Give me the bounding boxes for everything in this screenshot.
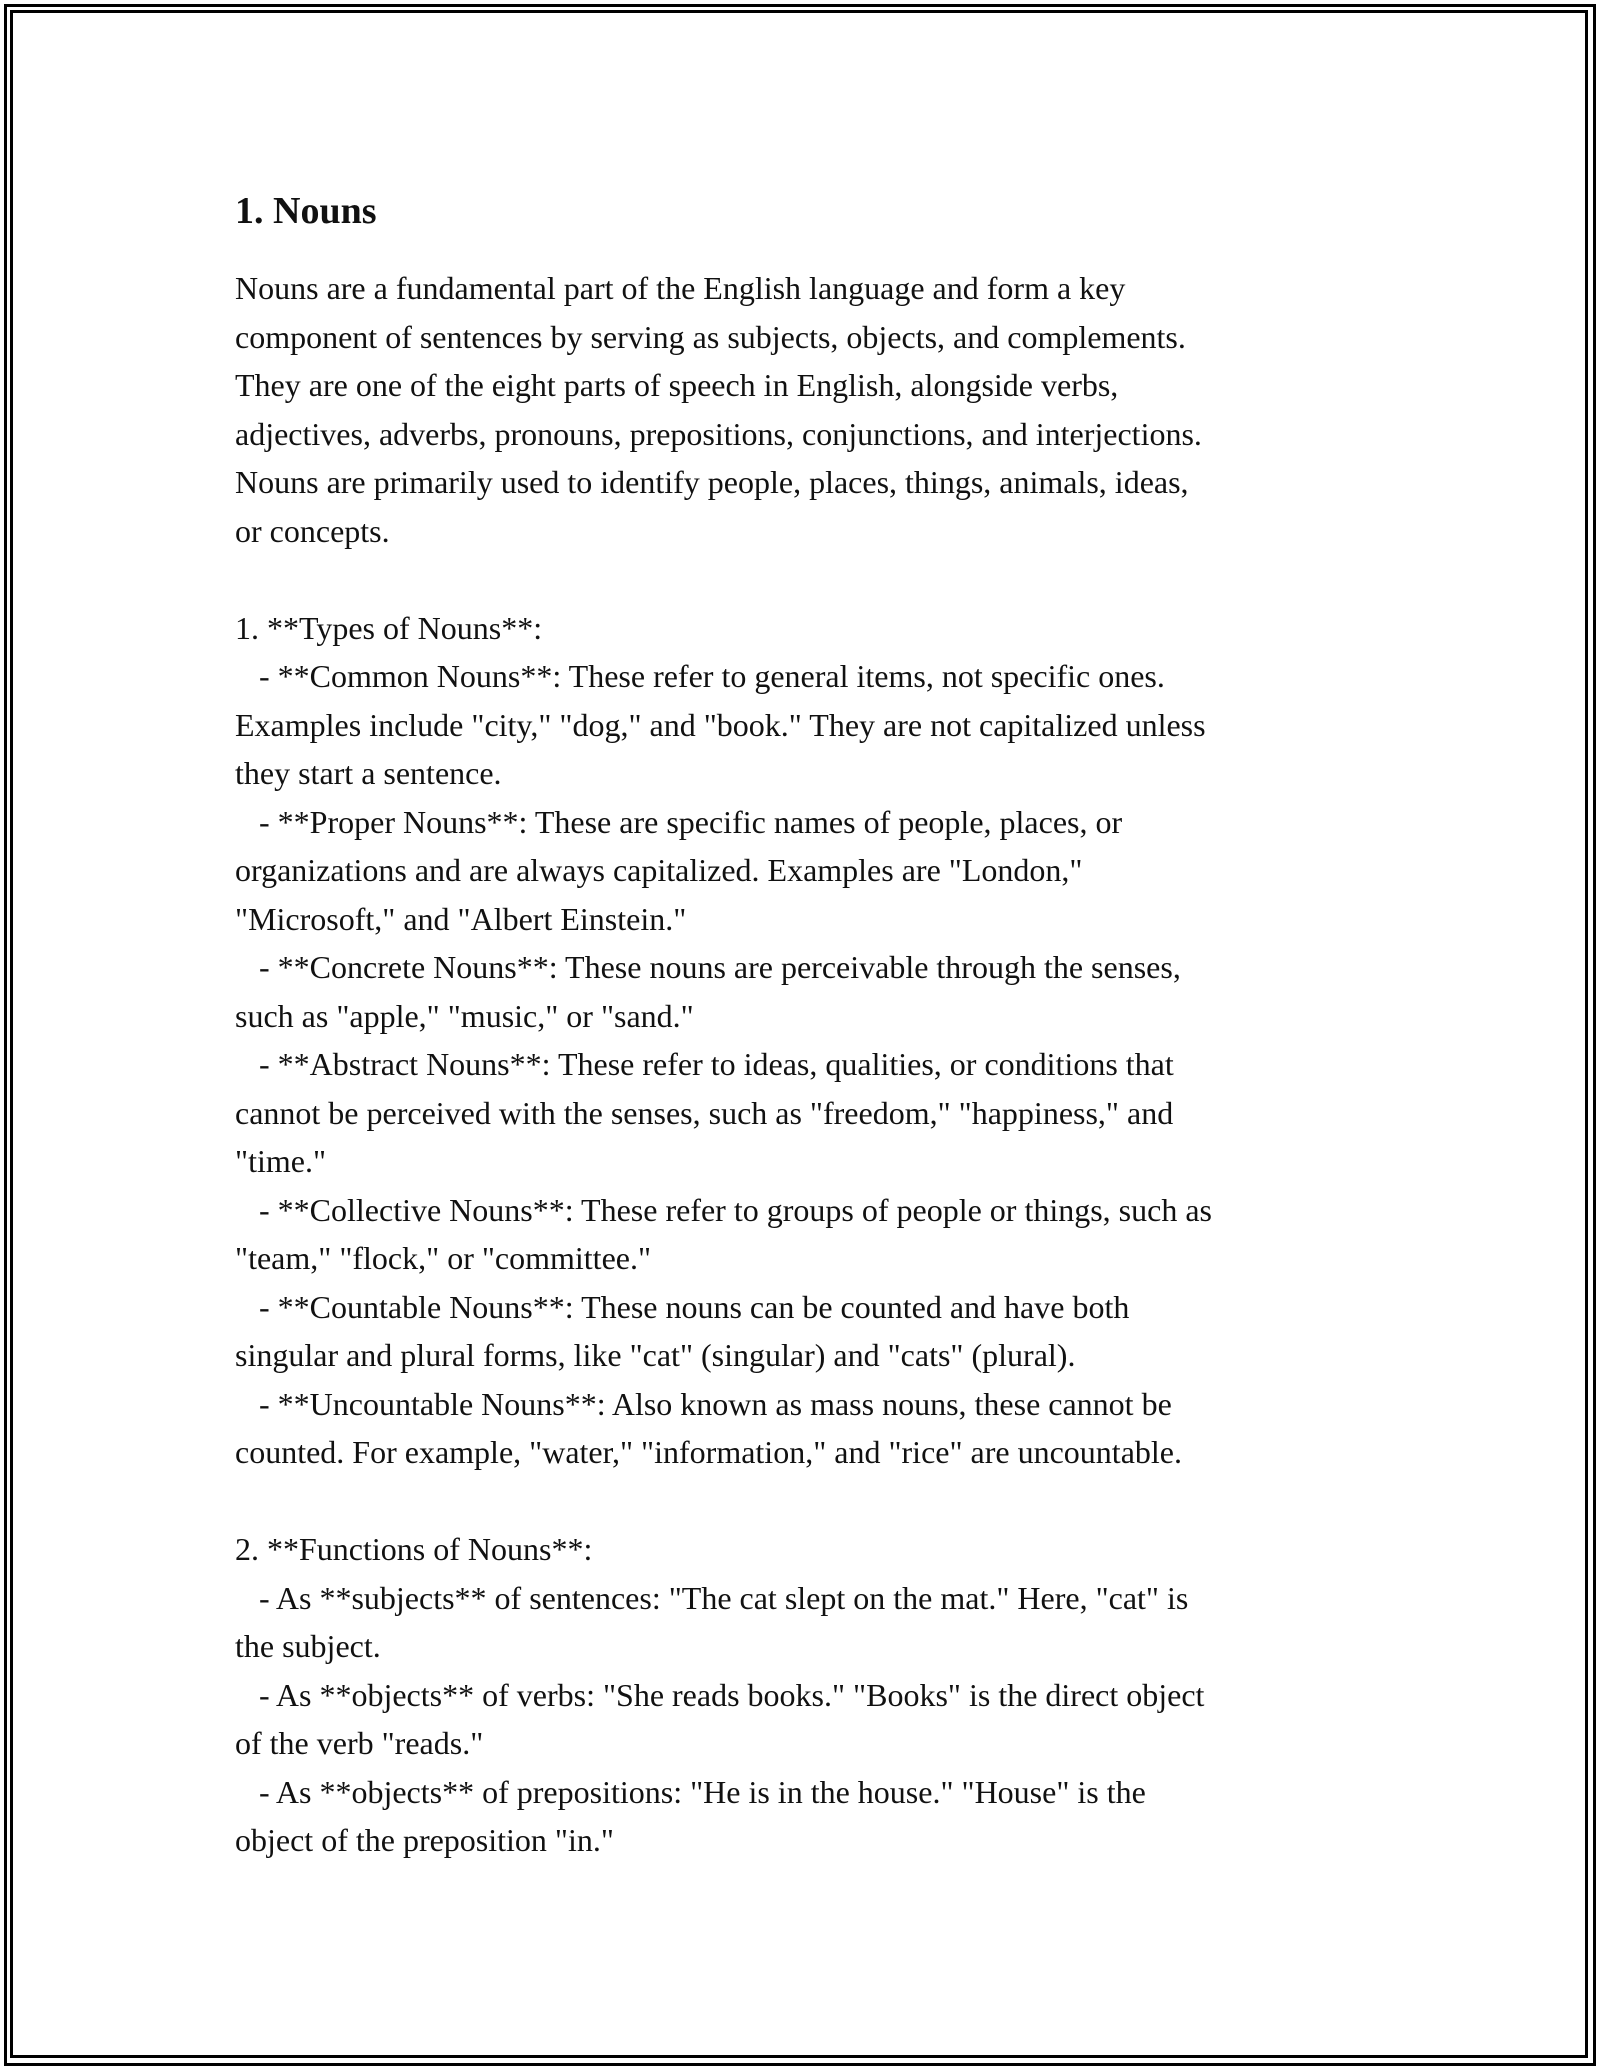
paragraph-gap	[235, 1477, 1385, 1526]
paragraph-gap	[235, 555, 1385, 604]
section-heading: 1. Nouns	[235, 190, 377, 232]
types-of-nouns-section: 1. **Types of Nouns**: - **Common Nouns**: These refer to general items, not specific ones. Examples include "city," "dog," and "book." They are not capitalized unless they start a sentence. - **Proper Nouns**: These are specific names of people, places, or organizations and are always capitalized. Examples are "London," "Microsoft," and "Albert Einstein." - **Concrete Nouns**: These nouns are perceivable through the senses, such as "apple," "music," or "sand." - **Abstract Nouns**: These refer to ideas, qualities, or conditions that cannot be perceived with the senses, such as "freedom," "happiness," and "time." - **Collective Nouns**: These refer to groups of people or things, such as "team," "flock," or "committee." - **Countable Nouns**: These nouns can be counted and have both singular and plural forms, like "cat" (singular) and "cats" (plural). - **Uncountable Nouns**: Also known as mass nouns, these cannot be counted. For example, "water," "information," and "rice" are uncountable.	[235, 609, 1212, 1470]
document-body	[235, 188, 1385, 1865]
intro-paragraph: Nouns are a fundamental part of the English language and form a key component of sentences by serving as subjects, objects, and complements. They are one of the eight parts of speech in English, alongside verbs, adjectives, adverbs, pronouns, prepositions, conjunctions, and interjections. Nouns are primarily used to identify people, places, things, animals, ideas, or concepts.	[235, 270, 1202, 549]
functions-of-nouns-section: 2. **Functions of Nouns**: - As **subjects** of sentences: "The cat slept on the mat." Here, "cat" is the subject. - As **objects** of verbs: "She reads books." "Books" is the direct object of the verb "reads." - As **objects** of prepositions: "He is in the house." "House" is the object of the preposition "in."	[235, 1531, 1205, 1858]
